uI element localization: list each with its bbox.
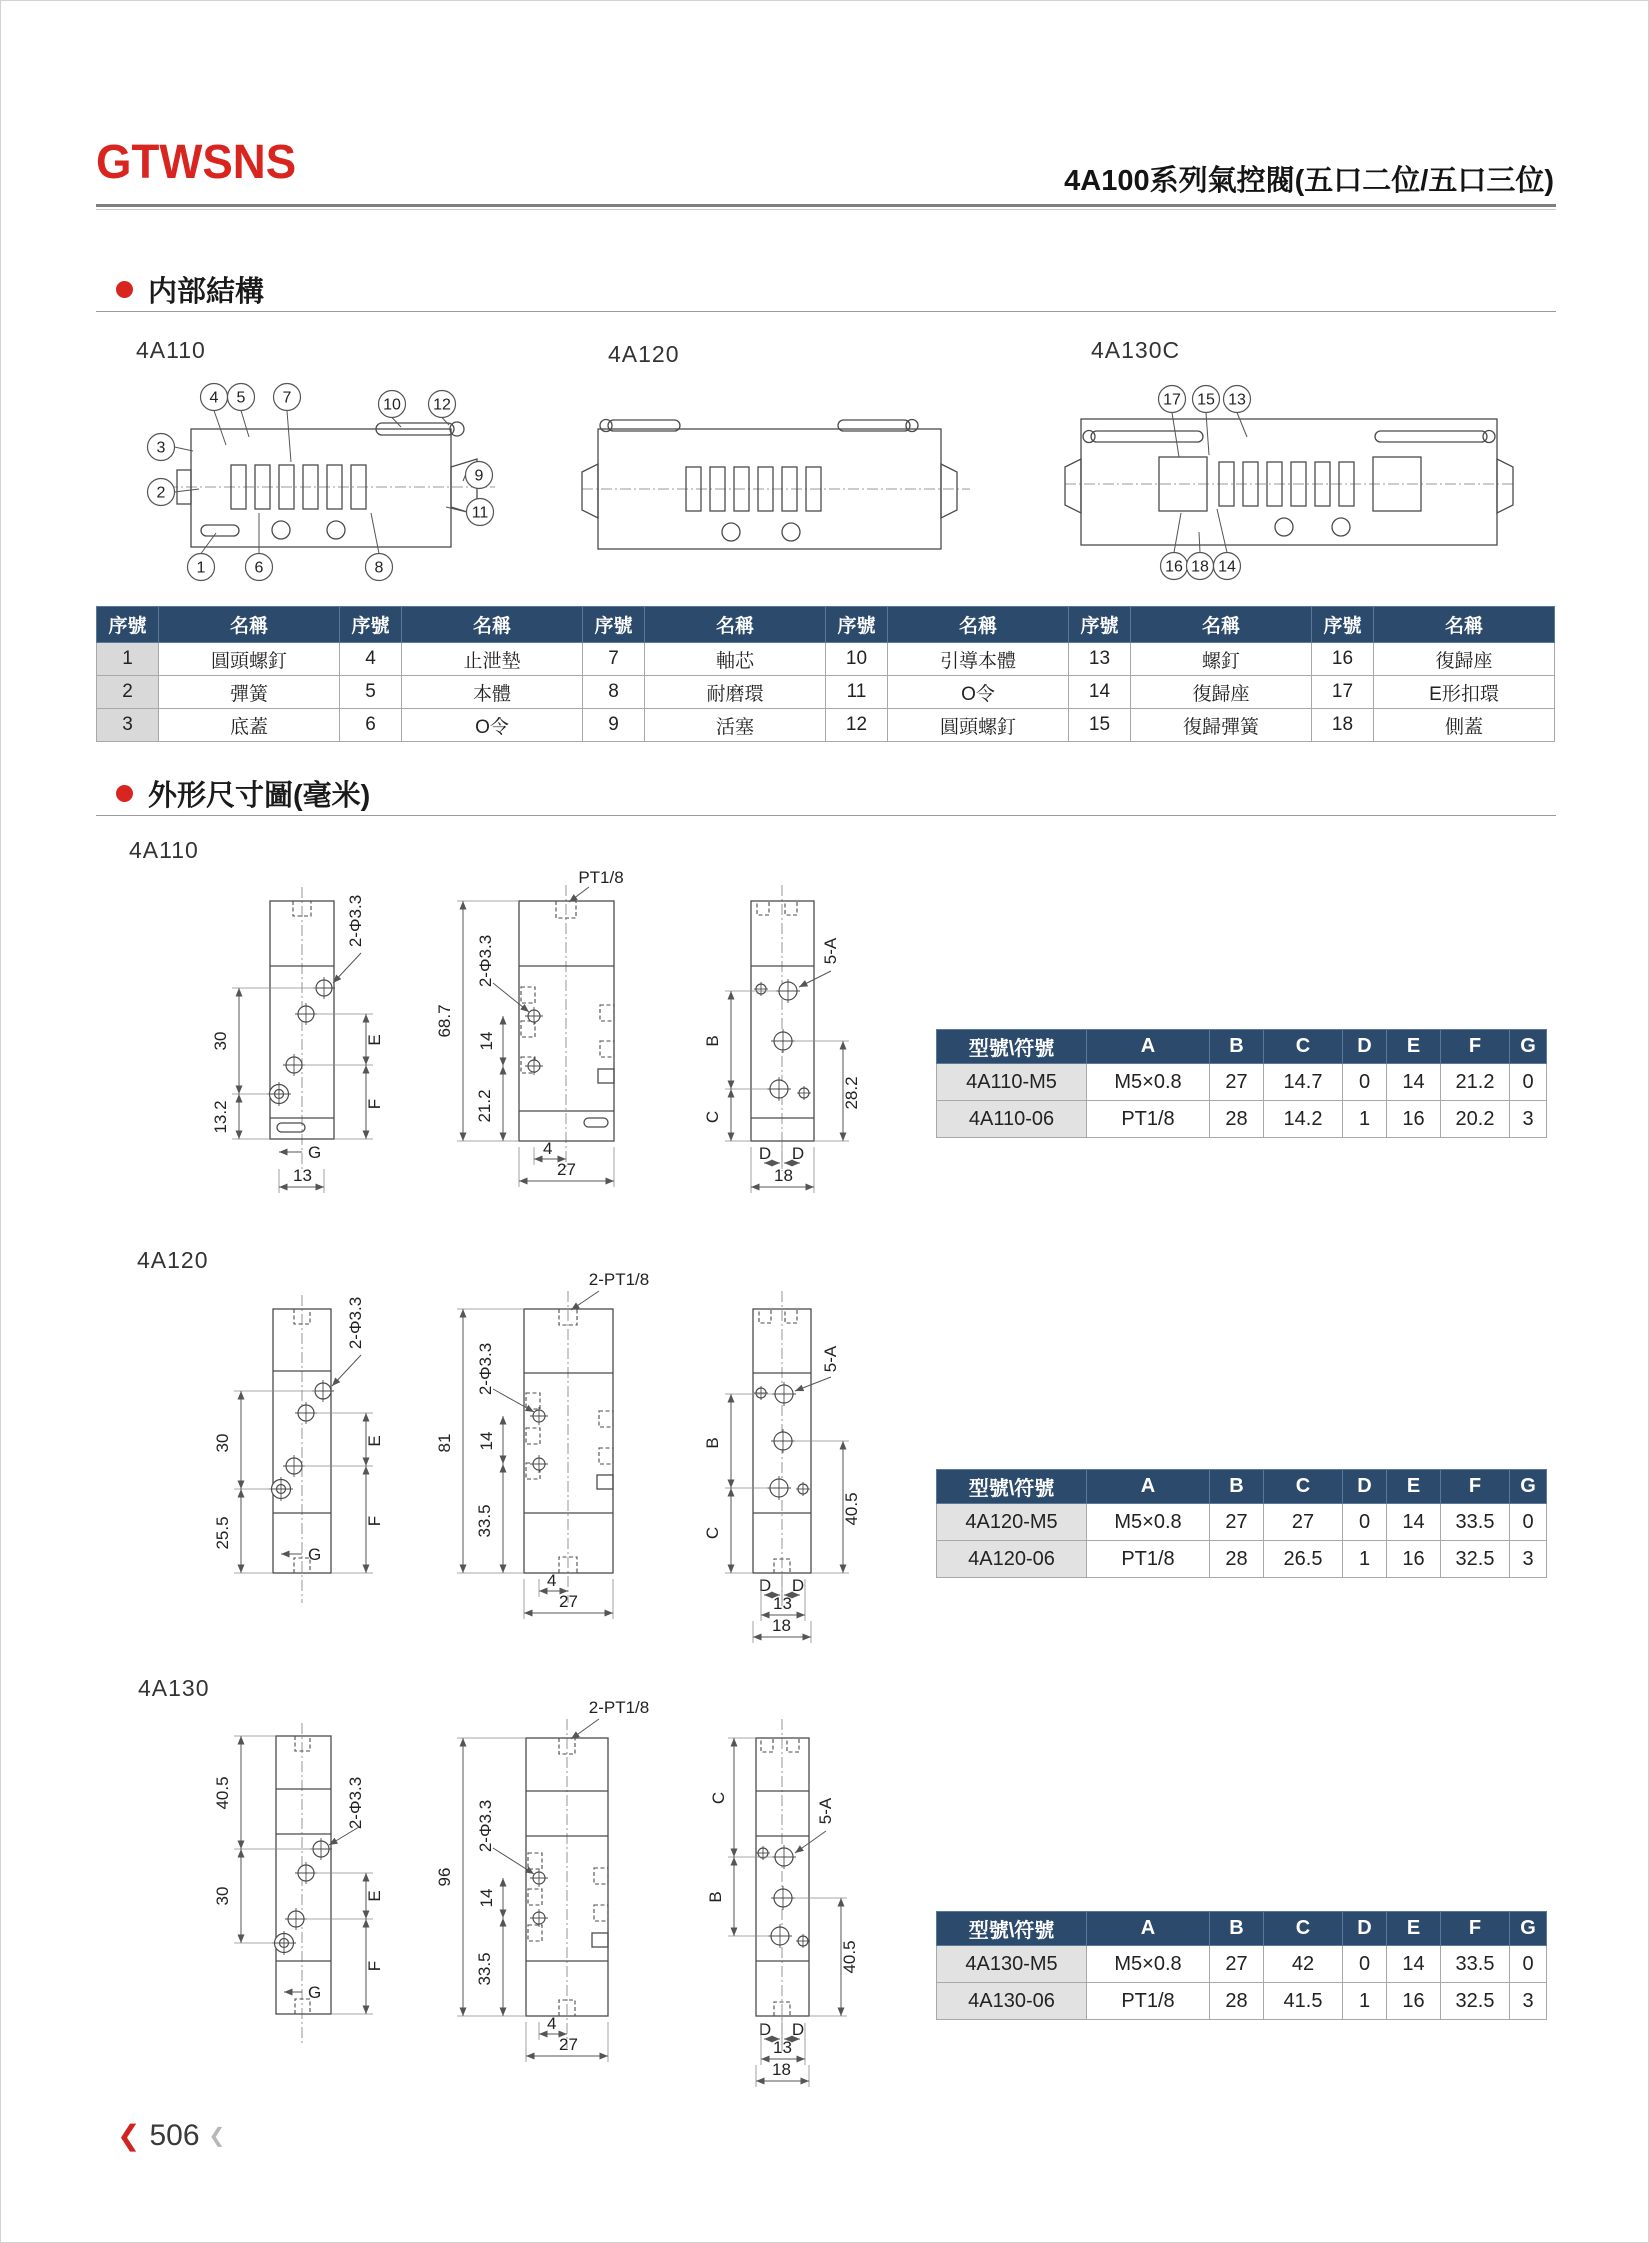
cell: 28 — [1210, 1101, 1264, 1138]
cell: 8 — [583, 676, 645, 709]
dim-label: 96 — [435, 1867, 454, 1887]
dim-label: 13 — [293, 1166, 312, 1185]
table-row — [97, 643, 1555, 676]
col: E — [1387, 1470, 1441, 1504]
col: A — [1087, 1030, 1210, 1064]
col: 型號\符號 — [937, 1030, 1087, 1064]
diagram-caption-4a130c: 4A130C — [1091, 337, 1181, 363]
col-no: 序號 — [340, 607, 402, 643]
col: F — [1441, 1470, 1510, 1504]
cell: 15 — [1069, 709, 1131, 742]
dimension-drawing-4a120 — [171, 1263, 931, 1648]
dim-label: 13 — [773, 2038, 792, 2057]
cell: 41.5 — [1264, 1983, 1343, 2020]
chevron-left-icon: ❮ — [117, 2120, 141, 2151]
table-row — [937, 1541, 1547, 1578]
diagram-caption-4a110: 4A110 — [136, 337, 206, 363]
dim-label: 2-Φ3.3 — [476, 1799, 495, 1853]
col: F — [1441, 1912, 1510, 1946]
dim-label: 18 — [772, 2060, 791, 2079]
col-name: 名稱 — [1374, 607, 1555, 643]
dim-label: G — [308, 1545, 322, 1564]
cell: 16 — [1312, 643, 1374, 676]
valve-body — [582, 420, 957, 550]
dim-label: 40.5 — [842, 1492, 861, 1526]
col: D — [1343, 1912, 1387, 1946]
cell: 16 — [1387, 1541, 1441, 1578]
cell: 32.5 — [1441, 1541, 1510, 1578]
svg-text:6: 6 — [254, 559, 264, 577]
header-rule-shadow — [96, 209, 1556, 210]
table-row — [937, 1101, 1547, 1138]
cell: 圓頭螺釘 — [159, 643, 340, 676]
dim-label: 27 — [559, 1592, 578, 1611]
col: D — [1343, 1470, 1387, 1504]
section-title: 外形尺寸圖(毫米) — [148, 780, 371, 812]
cell: 4A110-06 — [937, 1101, 1087, 1138]
dim-label: D — [791, 1576, 805, 1595]
group-caption-4a110: 4A110 — [129, 837, 199, 863]
cell: 1 — [1343, 1101, 1387, 1138]
header-rule — [96, 204, 1556, 207]
dim-label: 2-Φ3.3 — [476, 934, 495, 988]
dim-label: 14 — [477, 1031, 496, 1051]
dim-label: 21.2 — [475, 1089, 494, 1123]
col: 型號\符號 — [937, 1470, 1087, 1504]
col-no: 序號 — [97, 607, 159, 643]
cell: 18 — [1312, 709, 1374, 742]
cell: 9 — [583, 709, 645, 742]
cell: 5 — [340, 676, 402, 709]
cell: 彈簧 — [159, 676, 340, 709]
cell: 0 — [1510, 1064, 1547, 1101]
cell: 28 — [1210, 1983, 1264, 2020]
dim-label: 68.7 — [435, 1004, 454, 1038]
col: C — [1264, 1912, 1343, 1946]
col-name: 名稱 — [888, 607, 1069, 643]
cell: 21.2 — [1441, 1064, 1510, 1101]
cell: 3 — [97, 709, 159, 742]
dim-label: 81 — [435, 1433, 454, 1453]
col-name: 名稱 — [159, 607, 340, 643]
cell: PT1/8 — [1087, 1541, 1210, 1578]
table-header-row — [97, 607, 1555, 643]
svg-text:9: 9 — [474, 467, 484, 485]
red-bullet-icon — [116, 281, 133, 298]
diagram-caption-4a120: 4A120 — [608, 341, 680, 367]
dim-label: F — [365, 1960, 384, 1972]
cell: 14.7 — [1264, 1064, 1343, 1101]
page-title: 4A100系列氣控閥(五口二位/五口三位) — [1064, 165, 1554, 197]
cell: 14 — [1387, 1504, 1441, 1541]
dim-label: 30 — [211, 1031, 230, 1051]
col-no: 序號 — [826, 607, 888, 643]
dim-label: B — [703, 1437, 722, 1449]
svg-text:3: 3 — [156, 439, 166, 457]
dim-label: E — [365, 1435, 384, 1447]
svg-text:7: 7 — [282, 389, 292, 407]
svg-text:2: 2 — [156, 484, 166, 502]
dim-label: 5-A — [816, 1797, 835, 1825]
group-caption-4a120: 4A120 — [137, 1247, 209, 1273]
cell: 0 — [1510, 1504, 1547, 1541]
dim-label: E — [365, 1034, 384, 1046]
page-number: 506 — [149, 2119, 200, 2152]
dim-label: 4 — [547, 2014, 557, 2033]
dim-label: C — [703, 1526, 722, 1540]
section-underline — [96, 815, 1556, 816]
table-row — [937, 1064, 1547, 1101]
cell: 0 — [1343, 1504, 1387, 1541]
dim-label: 27 — [559, 2035, 578, 2054]
cell: 耐磨環 — [645, 676, 826, 709]
svg-text:18: 18 — [1191, 558, 1209, 576]
dim-label: 27 — [557, 1160, 576, 1179]
cell: 27 — [1210, 1946, 1264, 1983]
dim-label: 40.5 — [840, 1940, 859, 1974]
cell: 4A120-06 — [937, 1541, 1087, 1578]
parts-table — [96, 606, 1555, 742]
cell: PT1/8 — [1087, 1983, 1210, 2020]
dim-label: 30 — [213, 1433, 232, 1453]
cell: O令 — [888, 676, 1069, 709]
col: G — [1510, 1912, 1547, 1946]
table-header-row — [937, 1030, 1547, 1064]
svg-text:14: 14 — [1218, 558, 1236, 576]
svg-text:1: 1 — [196, 559, 206, 577]
cell: 3 — [1510, 1101, 1547, 1138]
col-name: 名稱 — [402, 607, 583, 643]
table-row — [97, 676, 1555, 709]
dim-label: 2-Φ3.3 — [346, 1776, 365, 1830]
svg-text:10: 10 — [383, 396, 401, 414]
cell: 0 — [1343, 1064, 1387, 1101]
dim-label: G — [308, 1983, 322, 2002]
dim-label: 13.2 — [211, 1100, 230, 1134]
dimension-drawing-4a130 — [171, 1693, 931, 2093]
cell: 側蓋 — [1374, 709, 1555, 742]
col: F — [1441, 1030, 1510, 1064]
svg-text:15: 15 — [1197, 391, 1215, 409]
cell: 螺釘 — [1131, 643, 1312, 676]
cell: 32.5 — [1441, 1983, 1510, 2020]
cell: 16 — [1387, 1101, 1441, 1138]
cell: 14 — [1387, 1946, 1441, 1983]
dim-label: F — [365, 1098, 384, 1110]
col: B — [1210, 1912, 1264, 1946]
table-header-row — [937, 1912, 1547, 1946]
callouts — [148, 384, 494, 581]
col: A — [1087, 1912, 1210, 1946]
cell: 42 — [1264, 1946, 1343, 1983]
col: B — [1210, 1030, 1264, 1064]
cell: 14.2 — [1264, 1101, 1343, 1138]
dim-label: E — [365, 1890, 384, 1902]
dim-label: 5-A — [821, 1345, 840, 1373]
dim-label: F — [365, 1515, 384, 1527]
dim-label: 2-Φ3.3 — [346, 894, 365, 948]
dim-label: 18 — [772, 1616, 791, 1635]
col: D — [1343, 1030, 1387, 1064]
cell: 0 — [1510, 1946, 1547, 1983]
cell: 1 — [1343, 1541, 1387, 1578]
col: C — [1264, 1470, 1343, 1504]
cell: 止泄墊 — [402, 643, 583, 676]
cell: 2 — [97, 676, 159, 709]
cell: 活塞 — [645, 709, 826, 742]
dim-label: G — [308, 1143, 322, 1162]
brand-logo: GTWSNS — [96, 136, 297, 189]
cell: 復歸彈簧 — [1131, 709, 1312, 742]
col: G — [1510, 1030, 1547, 1064]
page-footer — [117, 2121, 225, 2151]
dim-label: D — [758, 1144, 772, 1163]
col-no: 序號 — [583, 607, 645, 643]
cell: 6 — [340, 709, 402, 742]
cell: 0 — [1343, 1946, 1387, 1983]
dim-label: PT1/8 — [578, 869, 624, 887]
callout-leaders — [1172, 413, 1247, 553]
section-internal-structure — [116, 269, 264, 310]
svg-text:13: 13 — [1228, 391, 1246, 409]
cell: O令 — [402, 709, 583, 742]
dim-label: B — [703, 1035, 722, 1047]
svg-text:11: 11 — [471, 504, 489, 522]
dim-label: 2-PT1/8 — [588, 1270, 650, 1289]
dim-label: B — [706, 1891, 725, 1903]
cell: 27 — [1210, 1504, 1264, 1541]
cell: 16 — [1387, 1983, 1441, 2020]
col-name: 名稱 — [1131, 607, 1312, 643]
red-bullet-icon — [116, 785, 133, 802]
cell: 7 — [583, 643, 645, 676]
svg-text:8: 8 — [374, 559, 384, 577]
cell: 底蓋 — [159, 709, 340, 742]
dim-label: C — [703, 1110, 722, 1124]
dim-label: C — [709, 1791, 728, 1805]
group-caption-4a130: 4A130 — [138, 1675, 210, 1701]
cell: E形扣環 — [1374, 676, 1555, 709]
dim-label: D — [758, 1576, 772, 1595]
col: E — [1387, 1912, 1441, 1946]
cell: M5×0.8 — [1087, 1064, 1210, 1101]
cell: 4A130-06 — [937, 1983, 1087, 2020]
cell: 4A130-M5 — [937, 1946, 1087, 1983]
table-row — [937, 1946, 1547, 1983]
svg-text:12: 12 — [433, 396, 451, 414]
table-row — [937, 1983, 1547, 2020]
dim-label: 33.5 — [475, 1952, 494, 1986]
internal-diagram-4a120 — [576, 394, 976, 569]
svg-text:16: 16 — [1165, 558, 1183, 576]
table-row — [97, 709, 1555, 742]
col-no: 序號 — [1069, 607, 1131, 643]
svg-text:4: 4 — [209, 389, 219, 407]
col: 型號\符號 — [937, 1912, 1087, 1946]
table-row — [937, 1504, 1547, 1541]
col: E — [1387, 1030, 1441, 1064]
callout-leaders — [175, 411, 467, 554]
dim-label: 25.5 — [213, 1516, 232, 1550]
table-header-row — [937, 1470, 1547, 1504]
internal-diagram-4a110 — [131, 367, 503, 595]
cell: 4A120-M5 — [937, 1504, 1087, 1541]
section-title: 内部結構 — [148, 276, 265, 308]
dim-label: 2-Φ3.3 — [346, 1296, 365, 1350]
dim-label: 40.5 — [213, 1776, 232, 1810]
valve-body — [1065, 419, 1513, 545]
cell: 33.5 — [1441, 1504, 1510, 1541]
cell: 13 — [1069, 643, 1131, 676]
dim-label: 5-A — [821, 937, 840, 965]
internal-diagram-4a130c — [1059, 367, 1521, 595]
cell: 27 — [1210, 1064, 1264, 1101]
dim-label: 30 — [213, 1886, 232, 1906]
col-name: 名稱 — [645, 607, 826, 643]
section-dimensions — [116, 773, 370, 814]
cell: 3 — [1510, 1541, 1547, 1578]
cell: 3 — [1510, 1983, 1547, 2020]
cell: 17 — [1312, 676, 1374, 709]
cell: 4 — [340, 643, 402, 676]
cell: 1 — [97, 643, 159, 676]
cell: 軸芯 — [645, 643, 826, 676]
cell: 26.5 — [1264, 1541, 1343, 1578]
dim-label: D — [758, 2020, 772, 2039]
cell: 20.2 — [1441, 1101, 1510, 1138]
dim-label: 14 — [477, 1888, 496, 1908]
cell: 本體 — [402, 676, 583, 709]
col: B — [1210, 1470, 1264, 1504]
dim-label: 4 — [543, 1139, 553, 1158]
svg-text:5: 5 — [236, 389, 246, 407]
col: G — [1510, 1470, 1547, 1504]
dimension-drawing-4a110 — [171, 869, 931, 1209]
col: C — [1264, 1030, 1343, 1064]
cell: 復歸座 — [1131, 676, 1312, 709]
cell: 4A110-M5 — [937, 1064, 1087, 1101]
dim-label: 18 — [774, 1166, 793, 1185]
cell: 12 — [826, 709, 888, 742]
cell: 14 — [1069, 676, 1131, 709]
dim-label: D — [791, 1144, 805, 1163]
cell: 1 — [1343, 1983, 1387, 2020]
dimension-table-4a110 — [936, 1029, 1547, 1138]
dim-label: 14 — [477, 1431, 496, 1451]
cell: 14 — [1387, 1064, 1441, 1101]
dim-label: D — [791, 2020, 805, 2039]
chevron-left-small-icon: ❮ — [208, 2125, 226, 2147]
section-underline — [96, 311, 1556, 312]
dimension-table-4a130 — [936, 1911, 1547, 2020]
cell: 復歸座 — [1374, 643, 1555, 676]
dim-label: 2-PT1/8 — [588, 1698, 650, 1717]
cell: 28 — [1210, 1541, 1264, 1578]
cell: 引導本體 — [888, 643, 1069, 676]
dim-label: 13 — [773, 1594, 792, 1613]
cell: 10 — [826, 643, 888, 676]
cell: M5×0.8 — [1087, 1504, 1210, 1541]
svg-text:17: 17 — [1163, 391, 1181, 409]
valve-body — [177, 422, 477, 547]
dim-label: 28.2 — [842, 1076, 861, 1110]
cell: M5×0.8 — [1087, 1946, 1210, 1983]
cell: 33.5 — [1441, 1946, 1510, 1983]
cell: 11 — [826, 676, 888, 709]
cell: 圓頭螺釘 — [888, 709, 1069, 742]
dimension-table-4a120 — [936, 1469, 1547, 1578]
cell: 27 — [1264, 1504, 1343, 1541]
dim-label: 4 — [547, 1571, 557, 1590]
col: A — [1087, 1470, 1210, 1504]
col-no: 序號 — [1312, 607, 1374, 643]
cell: PT1/8 — [1087, 1101, 1210, 1138]
dim-label: 33.5 — [475, 1504, 494, 1538]
dim-label: 2-Φ3.3 — [476, 1342, 495, 1396]
